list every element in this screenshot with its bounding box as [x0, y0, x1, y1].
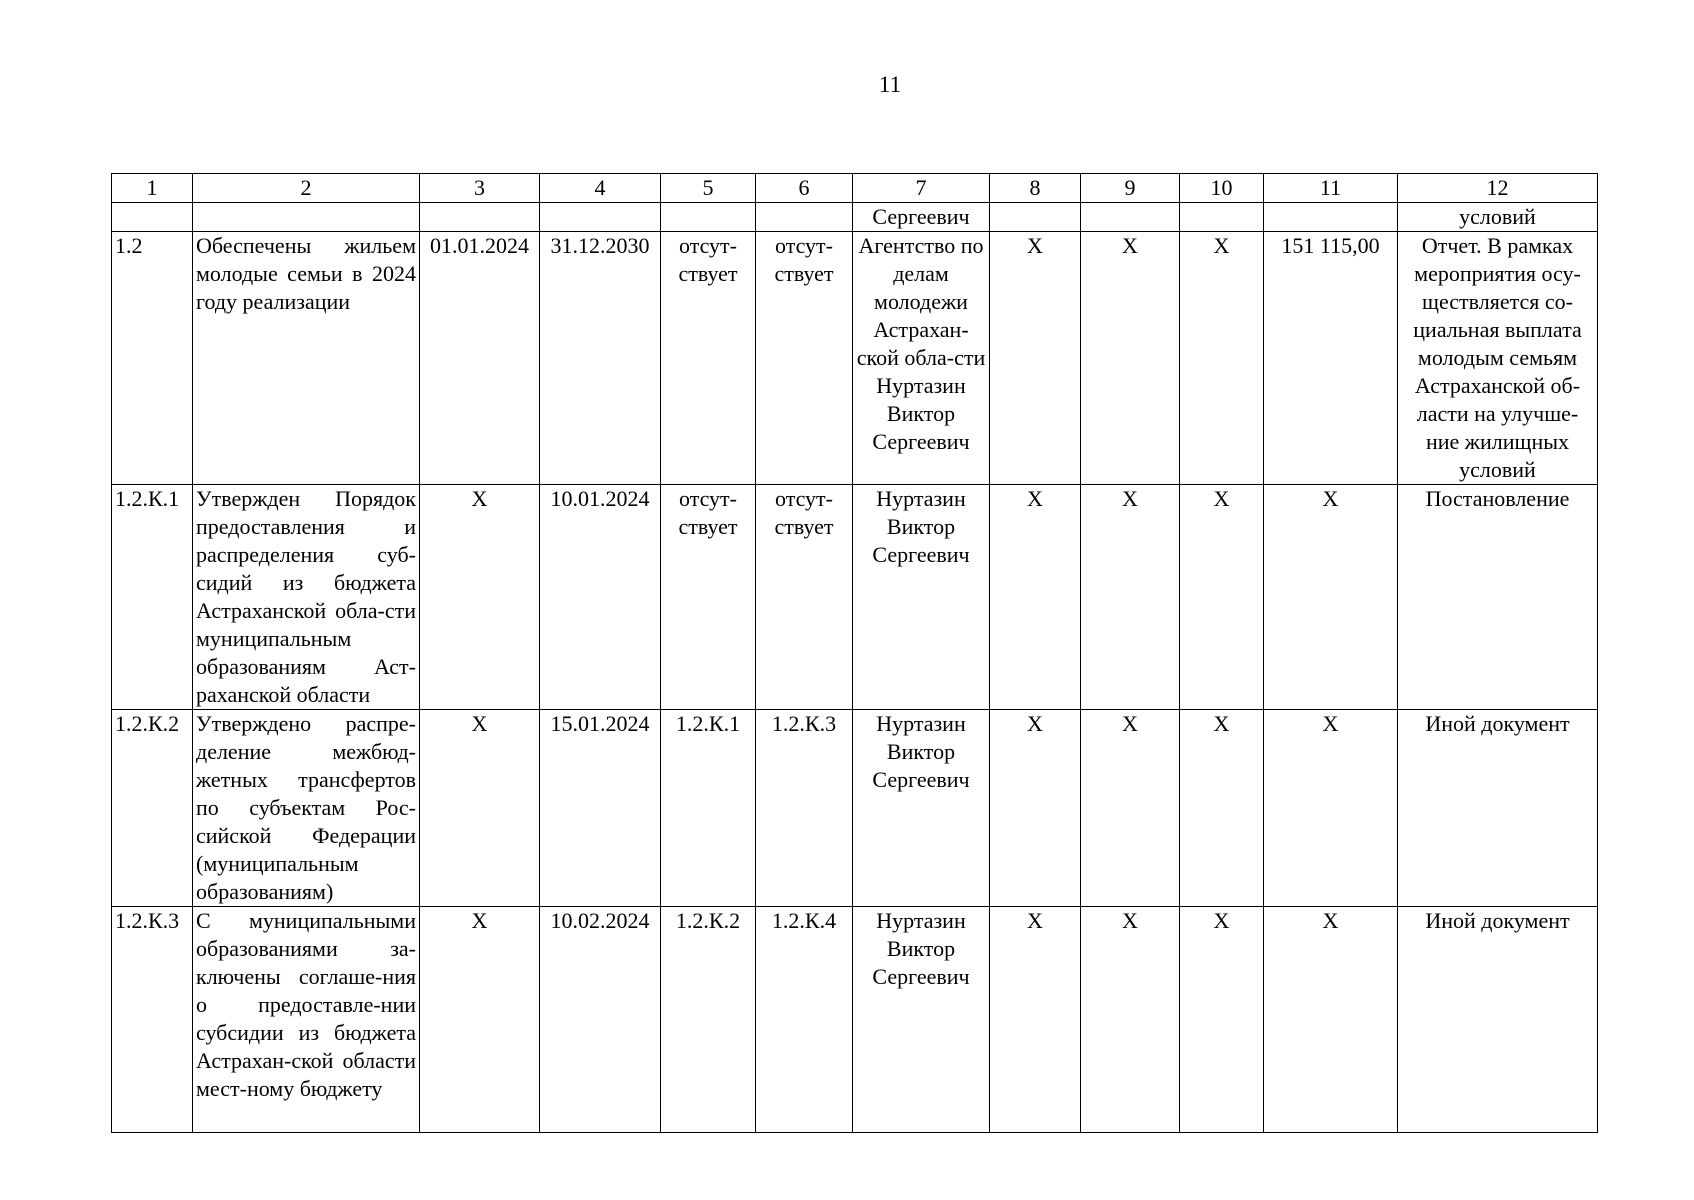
name-cell: Утверждено распре-деление межбюд-жетных трансфертов по субъектам Рос-сийской Федерации (муниципальным образованиям): [193, 710, 420, 907]
column-10-cell: Х: [1180, 907, 1264, 1133]
column-number-3: 3: [420, 174, 540, 203]
amount-cell: 151 115,00: [1264, 232, 1398, 485]
page-number: 11: [878, 72, 902, 97]
row-number-cell: 1.2: [112, 232, 193, 485]
column-9-cell: Х: [1081, 710, 1180, 907]
table-row: [112, 232, 1598, 485]
name-cell: Утвержден Порядок предоставления и распределения суб-сидий из бюджета Астраханской обла-сти муниципальным образованиям Аст-раханской области: [193, 485, 420, 710]
end-date-cell: 10.02.2024: [540, 907, 661, 1133]
column-10-cell: Х: [1180, 232, 1264, 485]
successor-cell: отсут-ствует: [756, 485, 853, 710]
start-date-cell: Х: [420, 907, 540, 1133]
responsible-cell: Нуртазин Виктор Сергеевич: [853, 485, 990, 710]
table-cell: [990, 203, 1081, 232]
responsible-cell: Сергеевич: [853, 203, 990, 232]
responsible-cell: Агентство по делам молодежи Астрахан-ской обла-сти Нуртазин Виктор Сергеевич: [853, 232, 990, 485]
successor-cell: 1.2.К.4: [756, 907, 853, 1133]
column-8-cell: Х: [990, 485, 1081, 710]
column-number-5: 5: [661, 174, 756, 203]
predecessor-cell: отсут-ствует: [661, 232, 756, 485]
column-number-11: 11: [1264, 174, 1398, 203]
table-cell: [661, 203, 756, 232]
column-number-2: 2: [193, 174, 420, 203]
row-number-cell: 1.2.К.2: [112, 710, 193, 907]
predecessor-cell: 1.2.К.2: [661, 907, 756, 1133]
column-10-cell: Х: [1180, 710, 1264, 907]
name-cell: Обеспечены жильем молодые семьи в 2024 году реализации: [193, 232, 420, 485]
start-date-cell: 01.01.2024: [420, 232, 540, 485]
column-number-12: 12: [1398, 174, 1598, 203]
start-date-cell: Х: [420, 485, 540, 710]
row-number-cell: 1.2.К.3: [112, 907, 193, 1133]
column-number-4: 4: [540, 174, 661, 203]
column-10-cell: Х: [1180, 485, 1264, 710]
end-date-cell: 15.01.2024: [540, 710, 661, 907]
start-date-cell: Х: [420, 710, 540, 907]
document-cell: Отчет. В рамках мероприятия осу-ществляется со-циальная выплата молодым семьям Астраханской об-ласти на улучше-ние жилищных условий: [1398, 232, 1598, 485]
document-cell: Иной документ: [1398, 710, 1598, 907]
column-9-cell: Х: [1081, 232, 1180, 485]
name-cell: С муниципальными образованиями за-ключены соглаше-ния о предоставле-нии субсидии из бюджета Астрахан-ской области мест-ному бюджету: [193, 907, 420, 1133]
responsible-cell: Нуртазин Виктор Сергеевич: [853, 907, 990, 1133]
end-date-cell: 31.12.2030: [540, 232, 661, 485]
table-row: [112, 710, 1598, 907]
row-number-cell: 1.2.К.1: [112, 485, 193, 710]
predecessor-cell: отсут-ствует: [661, 485, 756, 710]
document-cell: Иной документ: [1398, 907, 1598, 1133]
table-cell: [1081, 203, 1180, 232]
column-9-cell: Х: [1081, 907, 1180, 1133]
document-cell: Постановление: [1398, 485, 1598, 710]
table-cell: [540, 203, 661, 232]
column-number-8: 8: [990, 174, 1081, 203]
column-8-cell: Х: [990, 907, 1081, 1133]
column-number-7: 7: [853, 174, 990, 203]
table-cell: [1264, 203, 1398, 232]
table-cell: [756, 203, 853, 232]
column-number-row: [112, 174, 1598, 203]
table-cell: [1180, 203, 1264, 232]
column-number-10: 10: [1180, 174, 1264, 203]
amount-cell: Х: [1264, 710, 1398, 907]
amount-cell: Х: [1264, 485, 1398, 710]
end-date-cell: 10.01.2024: [540, 485, 661, 710]
table-cell: [193, 203, 420, 232]
column-9-cell: Х: [1081, 485, 1180, 710]
amount-cell: Х: [1264, 907, 1398, 1133]
column-number-6: 6: [756, 174, 853, 203]
plan-table: [111, 173, 1598, 1133]
successor-cell: отсут-ствует: [756, 232, 853, 485]
predecessor-cell: 1.2.К.1: [661, 710, 756, 907]
successor-cell: 1.2.К.3: [756, 710, 853, 907]
table-row: [112, 907, 1598, 1133]
column-8-cell: Х: [990, 232, 1081, 485]
continuation-row: [112, 203, 1598, 232]
column-number-9: 9: [1081, 174, 1180, 203]
table-row: [112, 485, 1598, 710]
column-8-cell: Х: [990, 710, 1081, 907]
responsible-cell: Нуртазин Виктор Сергеевич: [853, 710, 990, 907]
table-cell: [112, 203, 193, 232]
table-cell: [420, 203, 540, 232]
document-cell: условий: [1398, 203, 1598, 232]
column-number-1: 1: [112, 174, 193, 203]
